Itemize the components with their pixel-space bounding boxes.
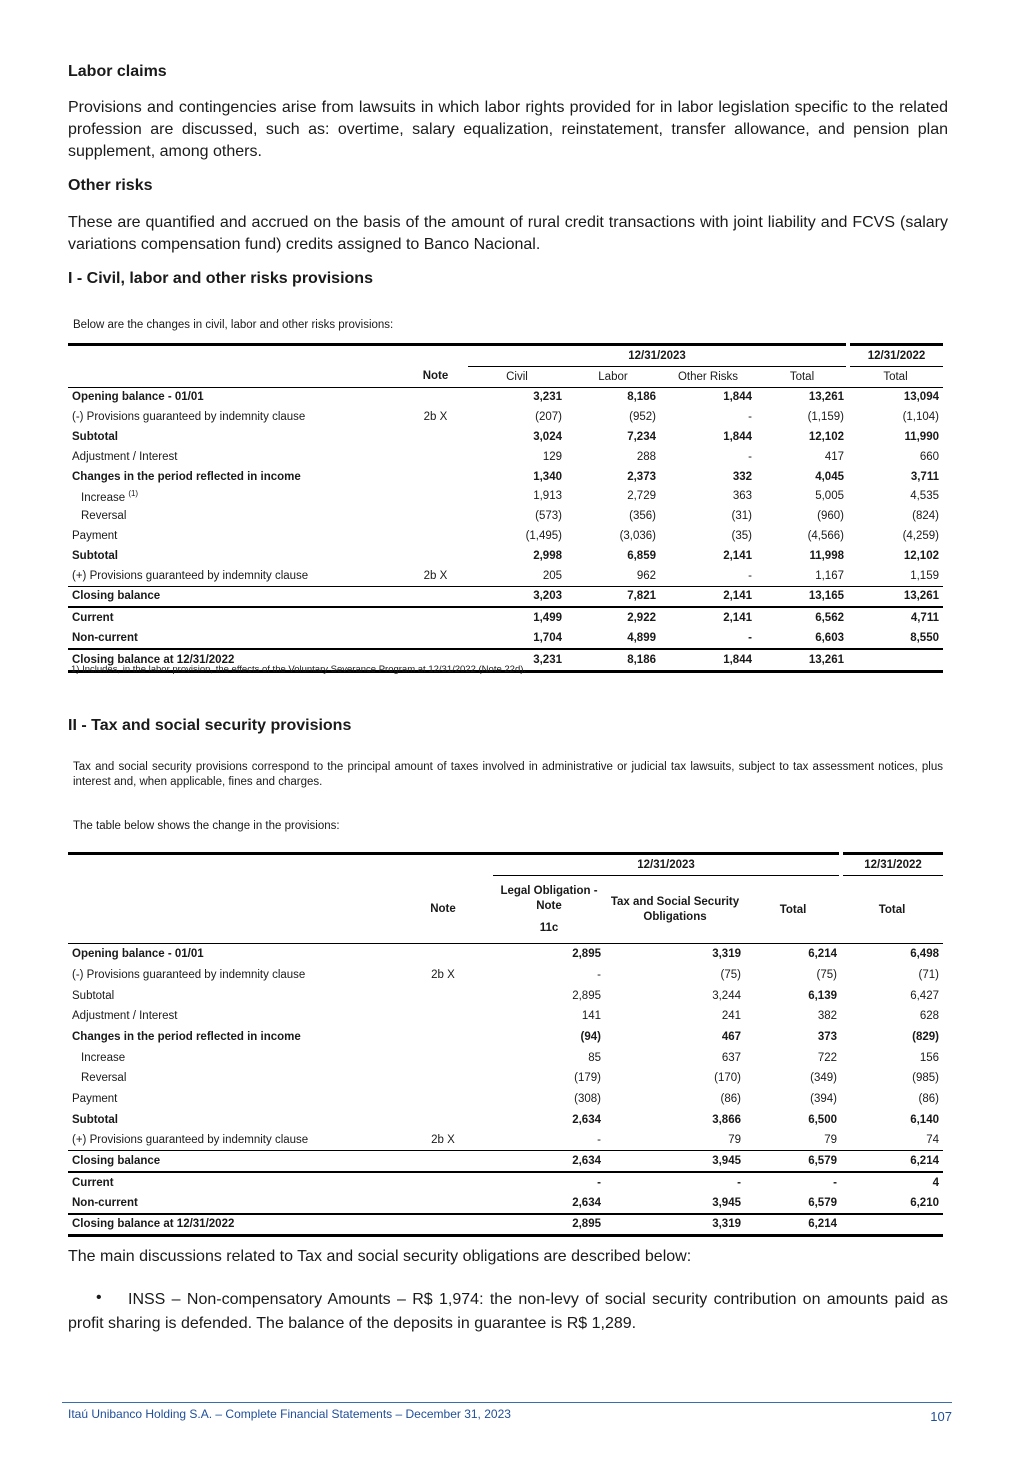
row-value: 3,244 [712,989,741,1002]
row-value: 141 [581,1010,601,1023]
table-row [68,526,943,546]
row-value: 2,141 [723,612,752,625]
row-value: 13,165 [808,590,844,603]
table-row [68,1109,943,1130]
row-label: (+) Provisions guaranteed by indemnity clause [72,1134,309,1147]
table-row [68,487,943,507]
table-row [68,1151,943,1172]
section2-heading: II - Tax and social security provisions [68,717,352,734]
row-label: Subtotal [72,1113,118,1126]
col-total-2023: Total [789,370,815,383]
row-label: Payment [72,1092,118,1105]
row-value: 2,141 [723,549,752,562]
row-note [393,1068,493,1089]
row-value: (94) [580,1030,601,1043]
row-note [393,1006,493,1027]
row-value: 2,634 [572,1155,601,1168]
section1-footnote: 1) Includes, in the labor provision, the effects of the Voluntary Severance Program at 12/31/2022 (Note 22d). [71,664,527,675]
row-value: 3,866 [712,1113,741,1126]
row-note [403,387,468,407]
page-footer [62,1402,952,1424]
row-value: 2,895 [572,948,601,961]
row-value: 4,535 [910,490,939,503]
row-note [403,506,468,526]
row-value: (71) [918,968,939,981]
row-value [841,1214,943,1236]
row-label: Closing balance [72,1155,161,1168]
row-value: 6,579 [808,1155,837,1168]
row-value: 13,094 [903,391,939,404]
t2-col-legal-label: Legal Obligation - Note [500,884,598,912]
row-value: 1,913 [533,490,562,503]
row-note [403,487,468,507]
row-value: 241 [721,1010,741,1023]
footer-title: Itaú Unibanco Holding S.A. – Complete Financial Statements – December 31, 2023 [68,1407,511,1421]
table-row [68,1047,943,1068]
row-value: (4,259) [902,530,939,543]
row-value: 1,499 [533,612,562,625]
table-row [68,628,943,649]
row-note [403,467,468,487]
table-row [68,944,943,965]
section2-intro: Tax and social security provisions correspond to the principal amount of taxes involved in administrative or judicial tax lawsuits, subject to tax assessment notices, plus interest and, when applicable, fines and charges. [73,761,943,788]
table-row [68,1193,943,1214]
row-label: Closing balance at 12/31/2022 [72,653,235,666]
row-value: 8,186 [627,653,656,666]
table-row [68,566,943,586]
table-row [68,387,943,407]
row-label: Non-current [72,632,138,645]
row-label: Reversal [81,1072,127,1085]
row-value: 6,139 [808,989,837,1002]
row-value: 6,859 [627,549,656,562]
row-value: (75) [720,968,741,981]
row-note: 2b X [423,411,448,424]
period-2022-header: 12/31/2022 [848,345,943,367]
row-note [403,447,468,467]
row-value: 3,231 [533,653,562,666]
row-label: Adjustment / Interest [72,1010,178,1023]
row-value: (829) [912,1030,939,1043]
row-value: (207) [535,411,562,424]
row-value: 2,729 [627,490,656,503]
row-value: 205 [542,569,562,582]
row-note [403,526,468,546]
row-note [393,1109,493,1130]
row-value: 6,214 [910,1155,939,1168]
row-value [848,649,943,671]
row-label: Increase [81,1051,126,1064]
table-row [68,506,943,526]
row-note [393,1089,493,1110]
row-value: 3,231 [533,391,562,404]
row-value: 2,373 [627,470,656,483]
row-value: 3,319 [712,948,741,961]
row-value: 6,210 [910,1196,939,1209]
row-value: 8,550 [910,632,939,645]
row-value: (308) [574,1092,601,1105]
footnote-marker: (1) [128,489,139,499]
row-value: 628 [919,1010,939,1023]
row-value: 79 [728,1134,741,1147]
row-value: - [748,450,752,463]
row-label: Subtotal [72,549,118,562]
row-value: (356) [629,510,656,523]
table-row [68,1068,943,1089]
table-row [68,546,943,566]
row-value: 4,899 [627,632,656,645]
table-row [68,467,943,487]
row-label: Non-current [72,1196,138,1209]
row-value: 13,261 [903,590,939,603]
row-value: 5,005 [815,490,844,503]
row-value: 6,140 [910,1113,939,1126]
row-value: (985) [912,1072,939,1085]
row-note [403,607,468,628]
row-value: (4,566) [807,530,844,543]
row-label: (+) Provisions guaranteed by indemnity clause [72,569,309,582]
row-value: 962 [636,569,656,582]
row-label: Current [72,612,114,625]
row-value: - [748,411,752,424]
row-value: 13,261 [808,653,844,666]
row-value: 1,159 [910,569,939,582]
row-value: 4,045 [815,470,844,483]
row-value: - [597,1134,601,1147]
row-value: 1,340 [533,470,562,483]
row-value: (86) [720,1092,741,1105]
labor-claims-heading: Labor claims [68,63,167,80]
table-row [68,607,943,628]
row-value: (31) [731,510,752,523]
row-value: - [833,1176,837,1189]
row-value: 6,214 [808,1218,837,1231]
row-value: - [597,1176,601,1189]
row-note [403,586,468,607]
row-value: 2,141 [723,590,752,603]
row-value: 4 [932,1176,939,1189]
row-value: (952) [629,411,656,424]
row-label: (-) Provisions guaranteed by indemnity clause [72,411,306,424]
row-value: 467 [721,1030,741,1043]
row-note [403,628,468,649]
section2-intro2: The table below shows the change in the provisions: [73,820,340,832]
row-value: 8,186 [627,391,656,404]
row-value: 363 [732,490,752,503]
row-value: 660 [919,450,939,463]
t2-col-note: Note [430,903,456,916]
row-value: 7,821 [627,590,656,603]
table-row [68,447,943,467]
row-value: - [748,632,752,645]
row-value: 637 [721,1051,741,1064]
row-value: 1,167 [815,569,844,582]
row-value: 129 [542,450,562,463]
row-note [393,1214,493,1236]
row-value: 11,990 [904,431,939,444]
other-risks-heading: Other risks [68,177,153,194]
row-label: Subtotal [72,989,115,1002]
table-row [68,1130,943,1151]
row-value: (3,036) [619,530,656,543]
row-value: 2,998 [533,549,562,562]
row-value: (573) [535,510,562,523]
row-value: 2,922 [627,612,656,625]
row-value: 13,261 [808,391,844,404]
row-value: 3,024 [533,431,562,444]
table-row [68,964,943,985]
row-value: 79 [824,1134,837,1147]
table-row [68,1214,943,1236]
t2-period-2023-header: 12/31/2023 [493,854,841,876]
row-value: 12,102 [903,549,939,562]
table-row [68,586,943,607]
row-value: 6,603 [815,632,844,645]
discussion-bullet-text: INSS – Non-compensatory Amounts – R$ 1,974: the non-levy of social security contribution on amounts paid as profit sharing is defended. The balance of the deposits in guarantee is R$ 1,289. [68,1291,948,1332]
row-value: 6,579 [808,1196,837,1209]
row-value: (1,159) [807,411,844,424]
labor-claims-text: Provisions and contingencies arise from lawsuits in which labor rights provided for in labor legislation specific to the related profession are discussed, such as: overtime, salary equalization, reinstatement, transfer allowance, and pension plan supplement, among others. [68,99,948,160]
row-label: Opening balance - 01/01 [72,391,204,404]
row-note [393,1047,493,1068]
row-value: 332 [732,470,752,483]
row-note: 2b X [431,1134,455,1147]
row-label: Current [72,1176,114,1189]
row-value: 2,895 [572,989,601,1002]
row-value: (1,495) [525,530,562,543]
row-value: - [597,968,601,981]
row-value: 11,998 [809,549,844,562]
row-value: 6,214 [808,948,837,961]
col-total-2022: Total [883,370,908,383]
discussion-bullet-item [68,1288,948,1336]
row-value: (179) [574,1072,601,1085]
section1-intro: Below are the changes in civil, labor and other risks provisions: [73,319,394,331]
t2-col-total-2022: Total [878,903,906,916]
row-value: 2,895 [572,1218,601,1231]
row-value: (349) [810,1072,837,1085]
discussion-intro: The main discussions related to Tax and social security obligations are described below: [68,1248,692,1265]
row-value: 156 [919,1051,939,1064]
row-value: 288 [636,450,656,463]
row-value: 74 [926,1134,939,1147]
row-value: 1,844 [723,391,752,404]
row-note [393,1193,493,1214]
row-label: (-) Provisions guaranteed by indemnity clause [72,968,306,981]
row-value: 6,500 [808,1113,837,1126]
t2-col-total-2023: Total [779,903,807,916]
row-label: Closing balance at 12/31/2022 [72,1218,235,1231]
row-value: 3,945 [712,1196,741,1209]
other-risks-text: These are quantified and accrued on the basis of the amount of rural credit transactions with joint liability and FCVS (salary variations compensation fund) credits assigned to Banco Nacional. [68,214,948,253]
row-note [393,1151,493,1172]
row-value: 1,704 [533,632,562,645]
t2-col-legal-sub: 11c [539,921,559,934]
row-value: 7,234 [627,431,656,444]
t2-col-tax-social: Tax and Social Security Obligations [610,895,740,923]
row-value: 3,711 [910,470,939,483]
bullet-icon: • [96,1289,102,1306]
row-value: (824) [912,510,939,523]
row-value: (960) [817,510,844,523]
row-value: 6,427 [910,989,939,1002]
row-value: 1,844 [723,653,752,666]
row-value: 4,711 [910,612,939,625]
row-label: Subtotal [72,431,118,444]
col-note: Note [422,370,449,383]
row-value: 382 [817,1010,837,1023]
row-label: Opening balance - 01/01 [72,948,204,961]
row-value: 12,102 [808,431,844,444]
row-value: (75) [816,968,837,981]
row-value: 3,945 [712,1155,741,1168]
row-value: (170) [714,1072,741,1085]
row-note [403,427,468,447]
row-value: 1,844 [723,431,752,444]
row-label: Payment [72,530,118,543]
col-other-risks: Other Risks [677,370,739,383]
row-note: 2b X [423,569,448,582]
col-labor: Labor [598,370,628,383]
table-row [68,407,943,427]
row-label: Closing balance [72,590,161,603]
t2-col-legal-obligation [493,875,605,944]
table-row [68,1172,943,1193]
row-value: 373 [817,1030,837,1043]
section1-heading: I - Civil, labor and other risks provisions [68,270,373,287]
row-label: Changes in the period reflected in income [72,1030,301,1043]
row-note [403,546,468,566]
row-label: Reversal [81,510,127,523]
col-civil: Civil [506,370,528,383]
row-value: 3,319 [712,1218,741,1231]
row-value: 3,203 [533,590,562,603]
row-note [393,1172,493,1193]
row-value: - [737,1176,741,1189]
table-row [68,1089,943,1110]
table-row [68,1027,943,1048]
period-2023-header: 12/31/2023 [468,345,848,367]
row-label: Increase $^{(1)}$ [81,489,139,504]
row-note [393,985,493,1006]
civil-labor-provisions-table [68,343,943,673]
row-note: 2b X [431,968,455,981]
row-note [393,1027,493,1048]
page-number: 107 [930,1409,952,1424]
row-value: 2,634 [572,1196,601,1209]
table-row [68,985,943,1006]
table-row [68,1006,943,1027]
row-note [393,944,493,965]
row-value: (35) [731,530,752,543]
row-label: Changes in the period reflected in income [72,470,301,483]
tax-social-security-table [68,852,943,1237]
row-value: 6,562 [815,612,844,625]
row-value: 722 [817,1051,837,1064]
row-value: 417 [824,450,844,463]
table-row [68,427,943,447]
row-value: (86) [918,1092,939,1105]
row-value: (394) [810,1092,837,1105]
row-label: Adjustment / Interest [72,450,178,463]
t2-period-2022-header: 12/31/2022 [841,854,943,876]
row-value: - [748,569,752,582]
row-value: 6,498 [910,948,939,961]
row-value: 2,634 [572,1113,601,1126]
row-value: 85 [588,1051,601,1064]
row-value: (1,104) [902,411,939,424]
